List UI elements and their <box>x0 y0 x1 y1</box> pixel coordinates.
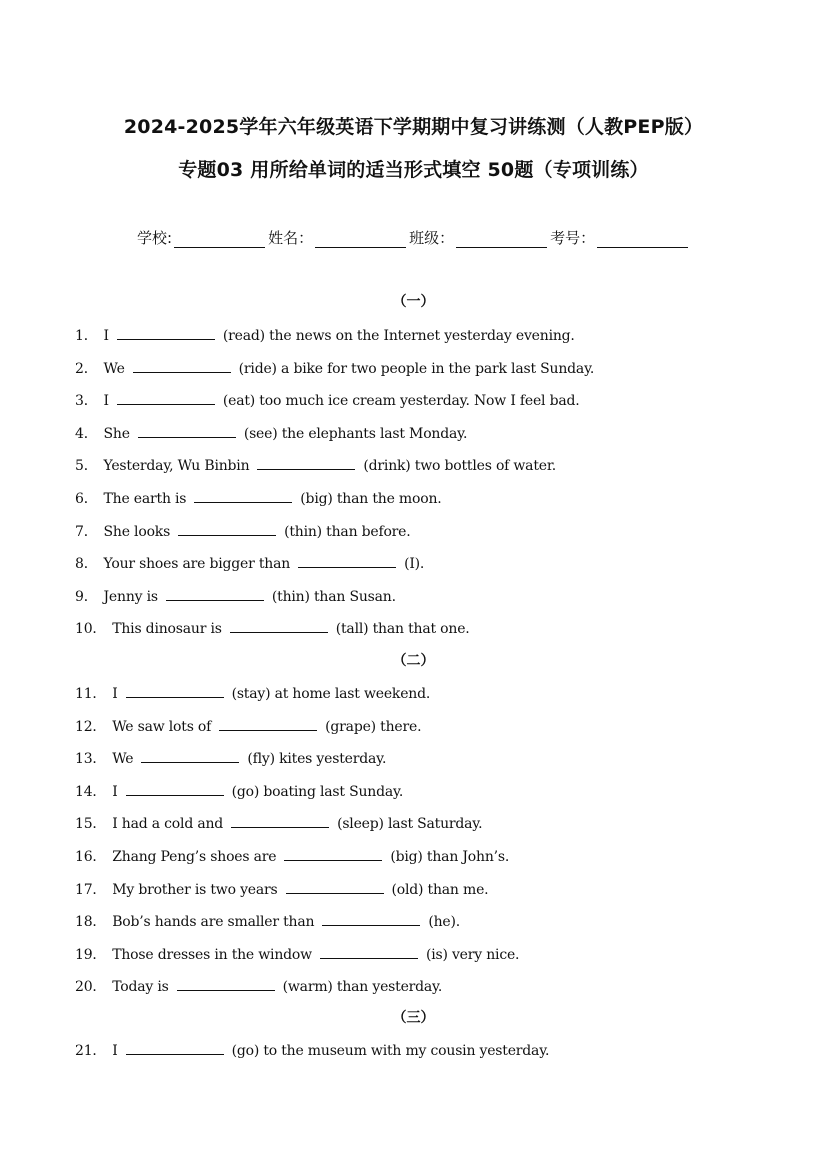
question-text-after: (he). <box>428 914 461 931</box>
question-number: 12． <box>75 718 107 735</box>
question-item <box>75 423 467 443</box>
question-text-after: (grape) there. <box>325 718 422 735</box>
name-field[interactable] <box>315 231 406 248</box>
question-item <box>75 358 594 378</box>
question-item <box>75 716 421 736</box>
class-field[interactable] <box>456 231 547 248</box>
question-item <box>75 1040 549 1060</box>
question-text-after: (ride) a bike for two people in the park last Sunday. <box>238 360 595 377</box>
question-number: 21． <box>75 1043 107 1059</box>
question-item <box>75 781 403 801</box>
question-text-before: Those dresses in the window <box>112 946 312 963</box>
question-text-before: I <box>112 783 118 800</box>
question-item <box>75 879 488 899</box>
question-text-before: We <box>112 751 134 768</box>
question-item <box>75 976 442 996</box>
question-text-after: (eat) too much ice cream yesterday. Now I feel bad. <box>222 393 580 410</box>
answer-blank[interactable] <box>284 848 382 861</box>
question-text-before: I <box>103 393 109 410</box>
answer-blank[interactable] <box>219 718 317 731</box>
question-number: 20． <box>75 979 107 996</box>
question-item <box>75 846 509 866</box>
question-item <box>75 390 580 410</box>
question-number: 15． <box>75 816 107 833</box>
question-text-before: We saw lots of <box>112 718 212 735</box>
answer-blank[interactable] <box>126 783 224 796</box>
question-text-before: She looks <box>103 523 171 540</box>
question-text-after: (thin) than Susan. <box>271 588 396 605</box>
answer-blank[interactable] <box>138 425 236 438</box>
exam-number-field[interactable] <box>597 231 688 248</box>
question-item <box>75 553 424 573</box>
question-item <box>75 325 575 345</box>
answer-blank[interactable] <box>257 457 355 470</box>
question-text-before: She <box>103 425 130 442</box>
question-number: 4． <box>75 425 98 442</box>
question-text-after: (big) than the moon. <box>300 491 442 507</box>
question-number: 13． <box>75 751 107 768</box>
question-text-before: I <box>112 686 118 702</box>
question-text-before: The earth is <box>103 491 187 507</box>
school-label: 学校: <box>137 229 173 247</box>
question-text-after: (read) the news on the Internet yesterday evening. <box>222 328 575 344</box>
question-text-after: (see) the elephants last Monday. <box>243 425 468 442</box>
question-text-before: I <box>112 1043 118 1059</box>
answer-blank[interactable] <box>133 360 231 373</box>
answer-blank[interactable] <box>231 815 329 828</box>
question-text-after: (sleep) last Saturday. <box>337 816 483 833</box>
question-number: 11． <box>75 686 107 702</box>
question-item <box>75 748 386 768</box>
question-item <box>75 683 430 703</box>
student-info-row <box>137 227 691 248</box>
answer-blank[interactable] <box>117 392 215 405</box>
section-heading: （二） <box>392 653 435 669</box>
question-text-before: My brother is two years <box>112 881 278 898</box>
question-number: 14． <box>75 783 107 800</box>
school-field[interactable] <box>174 231 265 248</box>
class-label: 班级： <box>409 229 455 247</box>
title-line-1: 2024-2025学年六年级英语下学期期中复习讲练测（人教PEP版） <box>123 116 704 138</box>
question-item <box>75 488 442 508</box>
answer-blank[interactable] <box>298 555 396 568</box>
title-line-2: 专题03 用所给单词的适当形式填空 50题（专项训练） <box>178 159 649 181</box>
question-number: 19． <box>75 946 107 963</box>
answer-blank[interactable] <box>230 620 328 633</box>
question-text-before: Your shoes are bigger than <box>103 556 291 573</box>
exam-number-label: 考号： <box>550 229 596 247</box>
question-text-before: I had a cold and <box>112 816 224 833</box>
question-item <box>75 813 482 833</box>
answer-blank[interactable] <box>177 978 275 991</box>
question-text-before: Today is <box>112 979 169 996</box>
answer-blank[interactable] <box>178 523 276 536</box>
question-text-after: (is) very nice. <box>425 946 520 963</box>
question-number: 10． <box>75 621 107 638</box>
name-label: 姓名： <box>268 229 314 247</box>
question-text-after: (tall) than that one. <box>335 621 470 638</box>
question-number: 1． <box>75 328 98 344</box>
question-number: 8． <box>75 556 98 573</box>
answer-blank[interactable] <box>320 946 418 959</box>
answer-blank[interactable] <box>322 913 420 926</box>
answer-blank[interactable] <box>286 881 384 894</box>
question-text-after: (go) to the museum with my cousin yesterday. <box>231 1043 550 1059</box>
question-text-before: Yesterday, Wu Binbin <box>103 458 250 475</box>
question-text-after: (drink) two bottles of water. <box>363 458 557 475</box>
answer-blank[interactable] <box>141 750 239 763</box>
question-number: 5． <box>75 458 98 475</box>
question-text-before: Jenny is <box>103 588 158 605</box>
question-item <box>75 618 470 638</box>
question-text-before: Zhang Peng’s shoes are <box>112 849 277 865</box>
section-heading: （一） <box>392 294 435 310</box>
question-text-before: Bob’s hands are smaller than <box>112 914 315 931</box>
answer-blank[interactable] <box>126 685 224 698</box>
question-text-after: (old) than me. <box>391 881 489 898</box>
question-item <box>75 586 396 606</box>
answer-blank[interactable] <box>117 327 215 340</box>
question-text-after: (warm) than yesterday. <box>282 979 443 996</box>
question-item <box>75 455 556 475</box>
question-text-after: (I). <box>404 556 425 573</box>
question-text-after: (go) boating last Sunday. <box>231 783 404 800</box>
question-text-after: (big) than John’s. <box>390 849 510 865</box>
question-number: 16． <box>75 849 107 865</box>
question-text-before: I <box>103 328 109 344</box>
answer-blank[interactable] <box>126 1042 224 1055</box>
answer-blank[interactable] <box>194 490 292 503</box>
answer-blank[interactable] <box>166 588 264 601</box>
question-number: 17． <box>75 881 107 898</box>
question-item <box>75 944 519 964</box>
question-text-after: (thin) than before. <box>284 523 411 540</box>
question-text-before: This dinosaur is <box>112 621 222 638</box>
question-number: 18． <box>75 914 107 931</box>
question-text-before: We <box>103 360 125 377</box>
question-text-after: (stay) at home last weekend. <box>231 686 431 702</box>
question-number: 9． <box>75 588 98 605</box>
question-number: 2． <box>75 360 98 377</box>
question-number: 7． <box>75 523 98 540</box>
section-heading: （三） <box>392 1010 435 1026</box>
question-item <box>75 911 460 931</box>
question-number: 3． <box>75 393 98 410</box>
question-item <box>75 521 411 541</box>
question-text-after: (fly) kites yesterday. <box>247 751 387 768</box>
question-number: 6． <box>75 491 98 507</box>
